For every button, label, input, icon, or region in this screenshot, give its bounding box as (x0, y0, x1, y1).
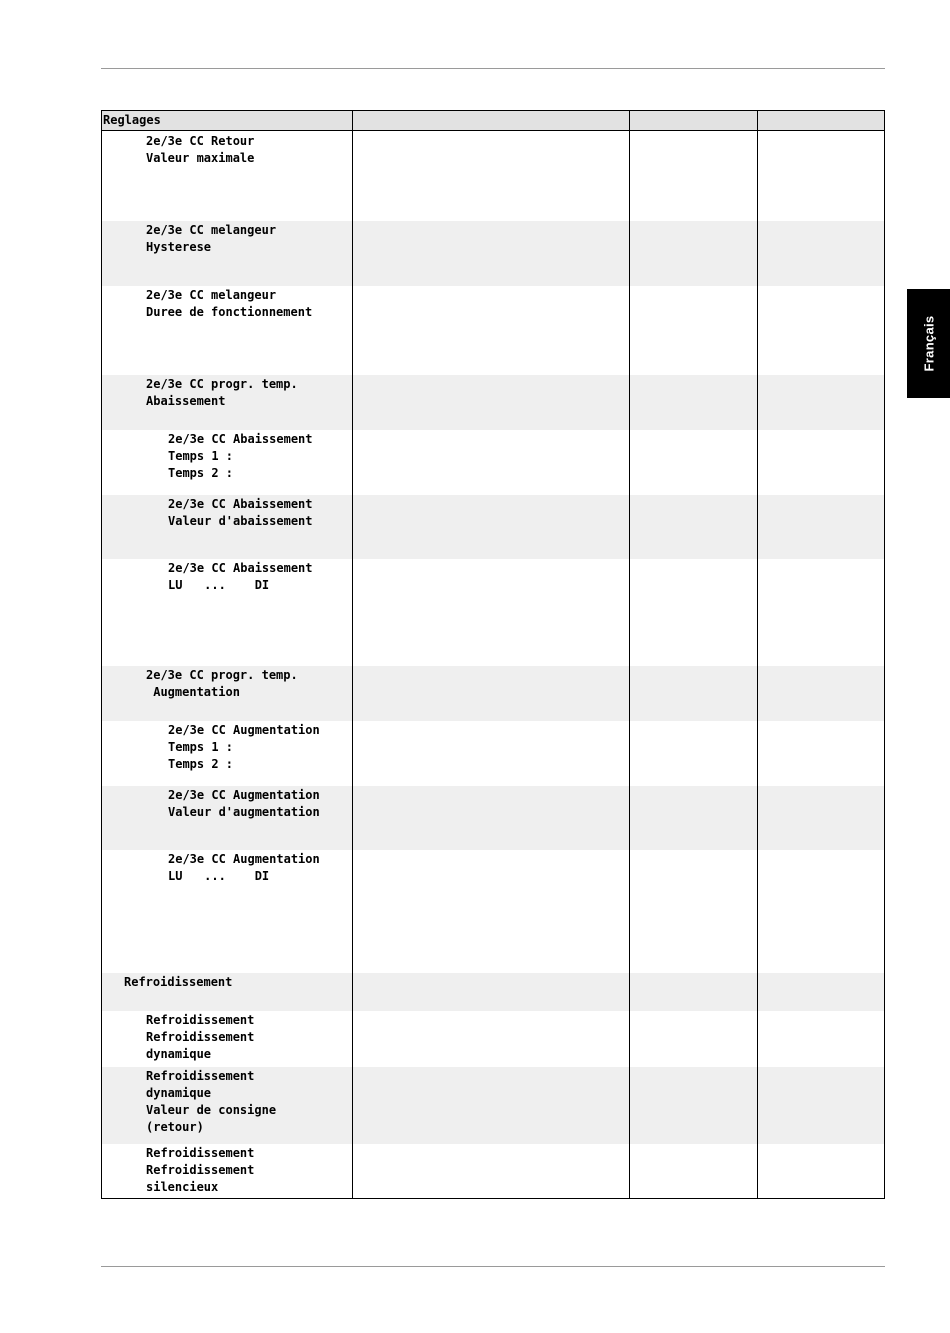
table-row (102, 1011, 884, 1067)
table-row (102, 973, 884, 1011)
setting-label: Temps 1 : (168, 740, 234, 754)
setting-label: Refroidissement (124, 975, 233, 989)
setting-label: Abaissement (146, 394, 226, 408)
setting-label: 2e/3e CC progr. temp. (146, 668, 298, 682)
setting-label: 2e/3e CC melangeur (146, 288, 277, 302)
table-row (102, 495, 884, 559)
setting-label: Refroidissement (146, 1146, 255, 1160)
column-divider (757, 111, 758, 1198)
setting-label: LU ... DI (168, 869, 270, 883)
setting-label: Temps 2 : (168, 466, 234, 480)
column-divider (352, 111, 353, 1198)
setting-label: 2e/3e CC Retour (146, 134, 255, 148)
table-row (102, 1067, 884, 1144)
setting-label: Valeur maximale (146, 151, 255, 165)
setting-label: silencieux (146, 1180, 219, 1194)
table-header (102, 111, 884, 131)
top-rule (101, 68, 885, 69)
table-row (102, 286, 884, 375)
setting-label: LU ... DI (168, 578, 270, 592)
setting-label: Temps 2 : (168, 757, 234, 771)
setting-label: 2e/3e CC Abaissement (168, 432, 313, 446)
language-tab-label: Français (921, 315, 936, 372)
setting-label: (retour) (146, 1120, 204, 1134)
language-tab (907, 289, 950, 398)
setting-label: 2e/3e CC Augmentation (168, 723, 320, 737)
table-row (102, 1144, 884, 1198)
table-row (102, 375, 884, 430)
table-row (102, 850, 884, 973)
setting-label: Valeur d'augmentation (168, 805, 320, 819)
settings-table (101, 110, 885, 1199)
table-row (102, 721, 884, 786)
setting-label: Refroidissement (146, 1030, 255, 1044)
setting-label: 2e/3e CC melangeur (146, 223, 277, 237)
setting-label: Valeur d'abaissement (168, 514, 313, 528)
table-row (102, 786, 884, 850)
table-row (102, 559, 884, 666)
setting-label: Refroidissement (146, 1069, 255, 1083)
setting-label: 2e/3e CC Augmentation (168, 852, 320, 866)
header-label: Reglages (103, 113, 161, 127)
setting-label: Hysterese (146, 240, 212, 254)
column-divider (629, 111, 630, 1198)
setting-label: 2e/3e CC Augmentation (168, 788, 320, 802)
setting-label: Temps 1 : (168, 449, 234, 463)
setting-label: 2e/3e CC Abaissement (168, 497, 313, 511)
setting-label: Augmentation (146, 685, 240, 699)
table-row (102, 666, 884, 721)
table-row (102, 430, 884, 495)
setting-label: dynamique (146, 1047, 212, 1061)
setting-label: dynamique (146, 1086, 212, 1100)
setting-label: 2e/3e CC Abaissement (168, 561, 313, 575)
setting-label: Refroidissement (146, 1163, 255, 1177)
setting-label: Valeur de consigne (146, 1103, 277, 1117)
table-row (102, 221, 884, 286)
setting-label: Duree de fonctionnement (146, 305, 313, 319)
setting-label: Refroidissement (146, 1013, 255, 1027)
setting-label: 2e/3e CC progr. temp. (146, 377, 298, 391)
table-row (102, 132, 884, 221)
bottom-rule (101, 1266, 885, 1267)
